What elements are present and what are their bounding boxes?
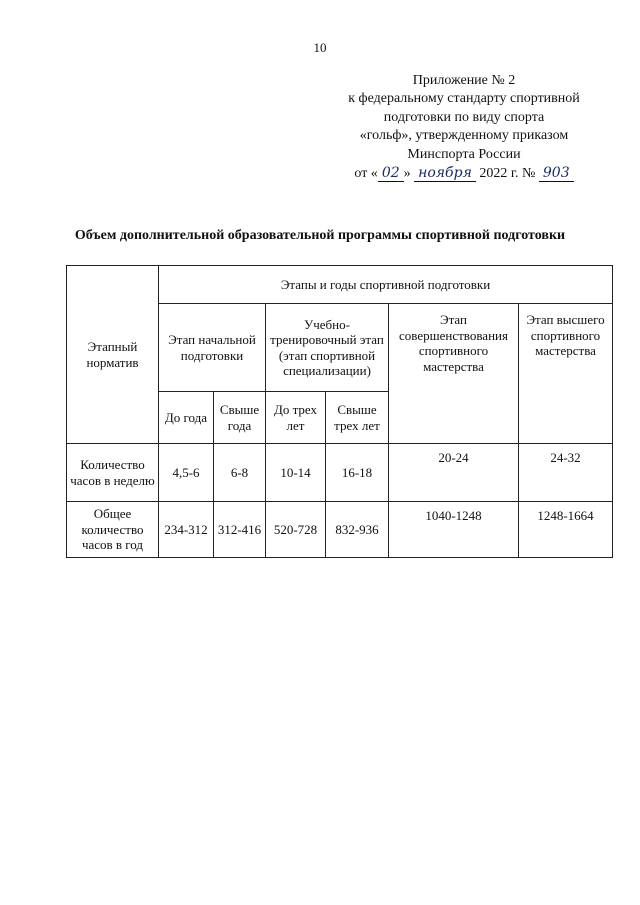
row-label-weekly: Количество часов в неделю <box>67 444 159 502</box>
appendix-line-4: «гольф», утвержденному приказом <box>359 128 569 144</box>
appendix-header <box>330 72 598 183</box>
date-prefix: от « <box>354 166 378 182</box>
stage-initial: Этап начальной подготовки <box>159 304 266 392</box>
stage-highest: Этап высшего спортивного мастерства <box>519 304 613 444</box>
cell-yearly-over-three: 832-936 <box>326 502 389 558</box>
date-suffix: 2022 г. № <box>479 166 536 182</box>
row-label-yearly: Общее количество часов в год <box>67 502 159 558</box>
cell-yearly-highest: 1248-1664 <box>519 502 613 558</box>
cell-weekly-over-three: 16-18 <box>326 444 389 502</box>
cell-yearly-over-year: 312-416 <box>214 502 266 558</box>
cell-weekly-highest: 24-32 <box>519 444 613 502</box>
cell-yearly-up-to-year: 234-312 <box>159 502 214 558</box>
cell-weekly-over-year: 6-8 <box>214 444 266 502</box>
cell-yearly-up-to-three: 520-728 <box>266 502 326 558</box>
cell-weekly-up-to-year: 4,5-6 <box>159 444 214 502</box>
appendix-line-1: Приложение № 2 <box>412 73 516 88</box>
handwritten-day: 02 <box>378 165 404 182</box>
appendix-line-2: к федеральному стандарту спортивной <box>348 91 580 107</box>
document-title: Объем дополнительной образовательной программы спортивной подготовки <box>74 228 566 243</box>
stage-training: Учебно-тренировочный этап (этап спортивной специализации) <box>266 304 389 392</box>
page-number: 10 <box>313 40 327 55</box>
date-mid: » <box>403 166 411 182</box>
order-date-line <box>330 164 598 183</box>
sub-up-to-three: До трех лет <box>266 392 326 444</box>
sub-over-year: Свыше года <box>214 392 266 444</box>
appendix-line-3: подготовки по виду спорта <box>383 109 545 125</box>
program-volume-table <box>66 265 613 558</box>
group-header-stages: Этапы и годы спортивной подготовки <box>159 266 613 304</box>
cell-weekly-up-to-three: 10-14 <box>266 444 326 502</box>
sub-over-three: Свыше трех лет <box>326 392 389 444</box>
cell-yearly-improvement: 1040-1248 <box>389 502 519 558</box>
handwritten-order-number: 903 <box>539 165 574 182</box>
row-header-normative: Этапный норматив <box>67 266 159 444</box>
handwritten-month: ноября <box>414 165 476 182</box>
appendix-line-5: Минспорта России <box>407 146 521 162</box>
stage-improvement: Этап совершенствования спортивного мастерства <box>389 304 519 444</box>
cell-weekly-improvement: 20-24 <box>389 444 519 502</box>
sub-up-to-year: До года <box>159 392 214 444</box>
